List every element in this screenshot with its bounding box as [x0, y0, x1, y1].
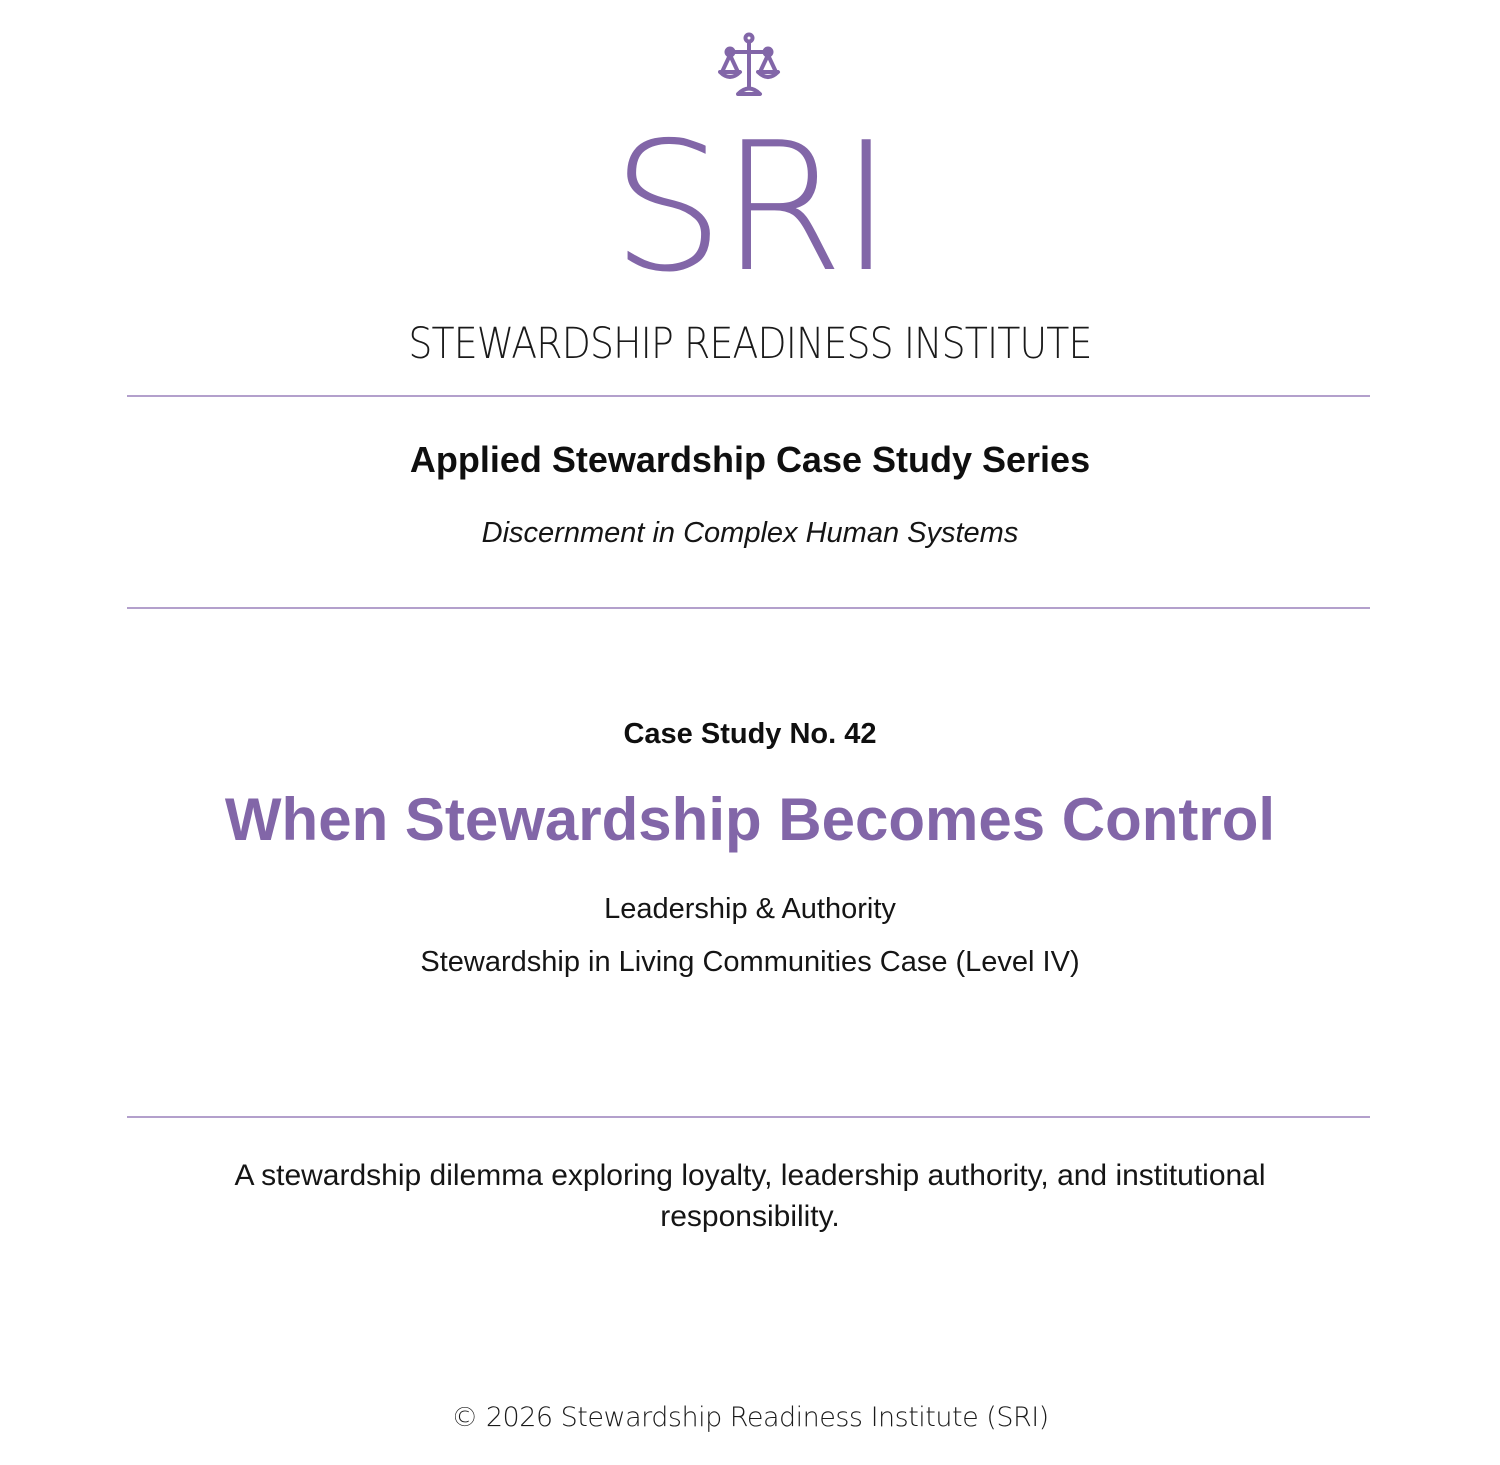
divider	[127, 1116, 1370, 1118]
logo-wordmark: SRI	[611, 104, 889, 311]
scales-of-justice-icon	[716, 32, 782, 98]
case-level: Stewardship in Living Communities Case (Level IV)	[420, 946, 1080, 978]
divider	[127, 607, 1370, 609]
case-theme: Leadership & Authority	[604, 893, 896, 925]
divider	[127, 395, 1370, 397]
copyright-notice: © 2026 Stewardship Readiness Institute (SRI)	[451, 1402, 1049, 1433]
series-subtitle: Discernment in Complex Human Systems	[481, 517, 1019, 549]
case-title: When Stewardship Becomes Control	[224, 786, 1276, 853]
case-number: Case Study No. 42	[623, 718, 877, 750]
series-title: Applied Stewardship Case Study Series	[409, 439, 1091, 480]
organization-name: STEWARDSHIP READINESS INSTITUTE	[408, 319, 1092, 369]
case-summary: A stewardship dilemma exploring loyalty, leadership authority, and institutional responsibility.	[234, 1159, 1266, 1233]
